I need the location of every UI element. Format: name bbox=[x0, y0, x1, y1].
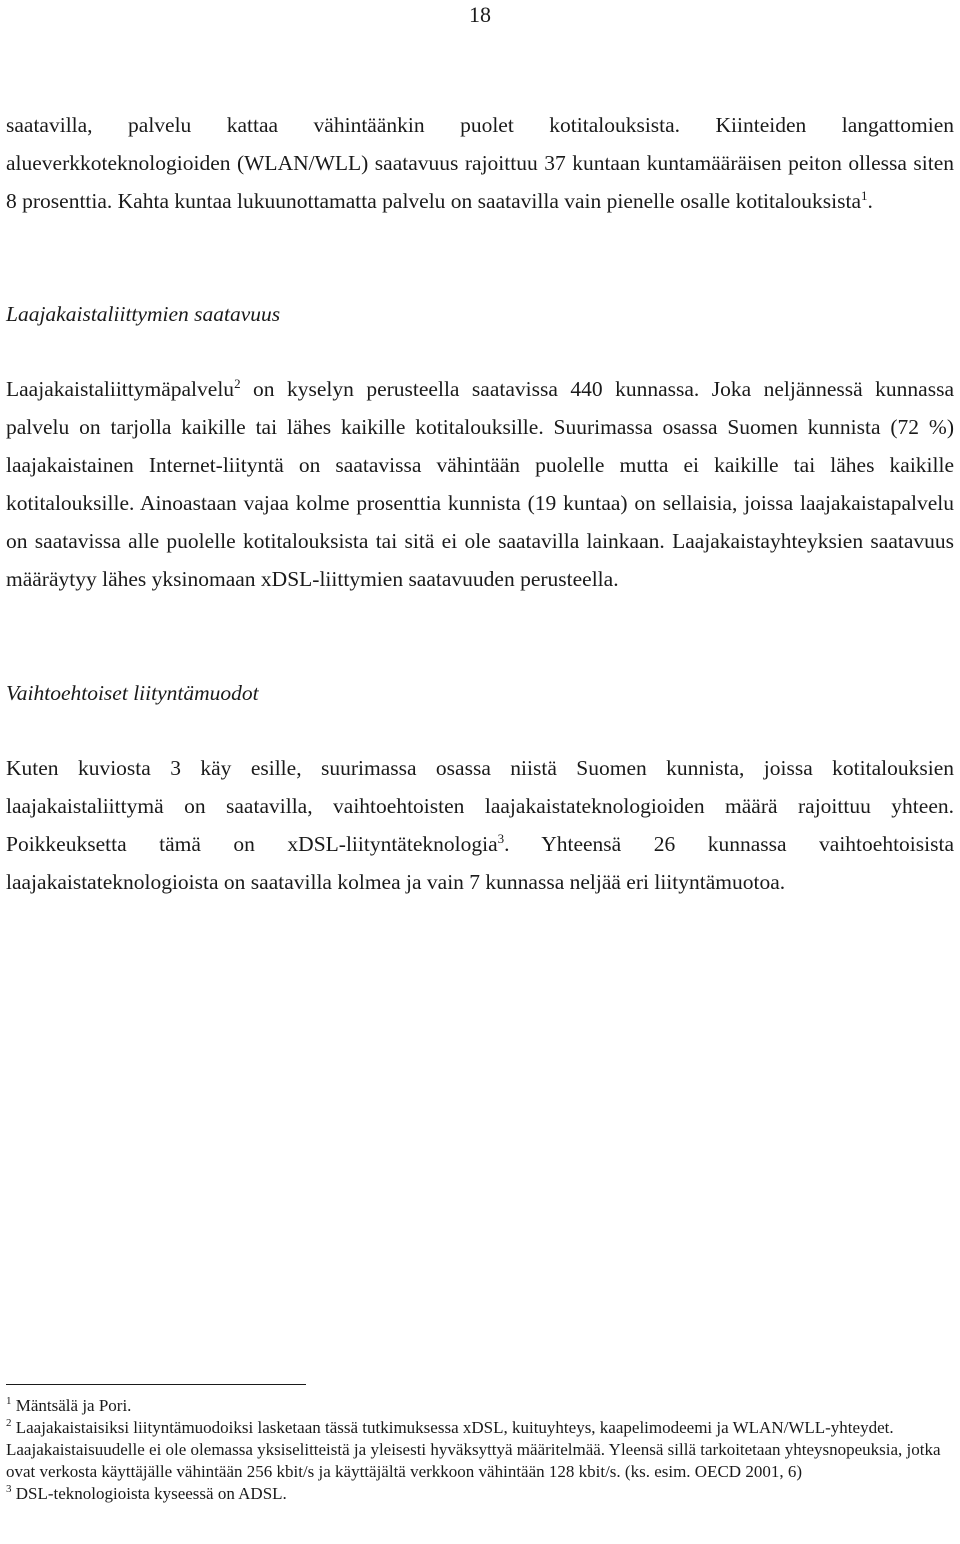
section-heading-availability: Laajakaistaliittymien saatavuus bbox=[6, 302, 281, 326]
footnote-divider bbox=[6, 1384, 306, 1385]
paragraph-alternatives bbox=[6, 749, 954, 901]
paragraph-text-end: . Yhteensä 26 kunnassa vaihtoehtoisista laajakaistateknologioista on saatavilla kolmea ja vain 7 kunnassa neljää eri liityntämuotoa. bbox=[6, 832, 954, 894]
paragraph-text: saatavilla, palvelu kattaa vähintäänkin puolet kotitalouksista. Kiinteiden langattomien alueverkkoteknologioiden (WLAN/WLL) saatavuus rajoittuu 37 kuntaan kuntamääräisen peiton ollessa siten 8 prosenttia. Kahta kuntaa lukuunottamatta palvelu on saatavilla vain pienelle osalle kotitalouksista bbox=[6, 113, 954, 213]
footnote-ref-2[interactable]: 2 bbox=[234, 376, 241, 391]
paragraph-broadband-intro bbox=[6, 106, 954, 220]
footnote-mark: 2 bbox=[6, 1417, 12, 1429]
footnote-ref-3[interactable]: 3 bbox=[497, 831, 505, 846]
paragraph-text: Laajakaistaliittymäpalvelu bbox=[6, 377, 235, 401]
footnote-text: Mäntsälä ja Pori. bbox=[11, 1396, 132, 1415]
page-number: 18 bbox=[469, 2, 491, 27]
footnote-3 bbox=[6, 1483, 954, 1505]
footnote-text: Laajakaistaisiksi liityntämuodoiksi lasketaan tässä tutkimuksessa xDSL, kuituyhteys, kaapelimodeemi ja WLAN/WLL-yhteydet. Laajakaistaisuudelle ei ole olemassa yksiselitteistä ja yleisesti hyväksyttyä määritelmää. Yleensä sillä tarkoitetaan yhteysnopeuksia, jotka ovat verkosta käyttäjälle vähintään 256 kbit/s ja käyttäjältä verkkoon vähintään 128 kbit/s. (ks. esim. OECD 2001, 6) bbox=[6, 1418, 941, 1481]
footnote-1 bbox=[6, 1395, 954, 1417]
paragraph-text-end: . bbox=[867, 189, 873, 213]
footnote-2 bbox=[6, 1417, 954, 1483]
section-heading-alternatives: Vaihtoehtoiset liityntämuodot bbox=[6, 681, 259, 705]
footnotes-section bbox=[6, 1395, 954, 1505]
footnote-ref-1[interactable]: 1 bbox=[860, 188, 868, 203]
paragraph-text: Kuten kuviosta 3 käy esille, suurimassa osassa niistä Suomen kunnista, joissa kotitalouksien laajakaistaliittymä on saatavilla, vaihtoehtoisten laajakaistateknologioiden määrä rajoittuu yhteen. Poikkeuksetta tämä on xDSL-liityntäteknologia bbox=[6, 756, 954, 856]
footnote-mark: 1 bbox=[6, 1395, 12, 1407]
paragraph-text-end: on kyselyn perusteella saatavissa 440 kunnassa. Joka neljännessä kunnassa palvelu on tarjolla kaikille tai lähes kaikille kotitalouksille. Suurimassa osassa Suomen kunnista (72 %) laajakaistainen Internet-liityntä on saatavissa vähintään puolelle mutta ei kaikille tai lähes kaikille kotitalouksille. Ainoastaan vajaa kolme prosenttia kunnista (19 kuntaa) on sellaisia, joissa laajakaistapalvelu on saatavissa alle puolelle kotitalouksista tai sitä ei ole saatavilla lainkaan. Laajakaistayhteyksien saatavuus määräytyy lähes yksinomaan xDSL-liittymien saatavuuden perusteella. bbox=[6, 377, 954, 591]
footnote-text: DSL-teknologioista kyseessä on ADSL. bbox=[11, 1484, 287, 1503]
paragraph-availability bbox=[6, 370, 954, 598]
footnote-mark: 3 bbox=[6, 1483, 12, 1495]
